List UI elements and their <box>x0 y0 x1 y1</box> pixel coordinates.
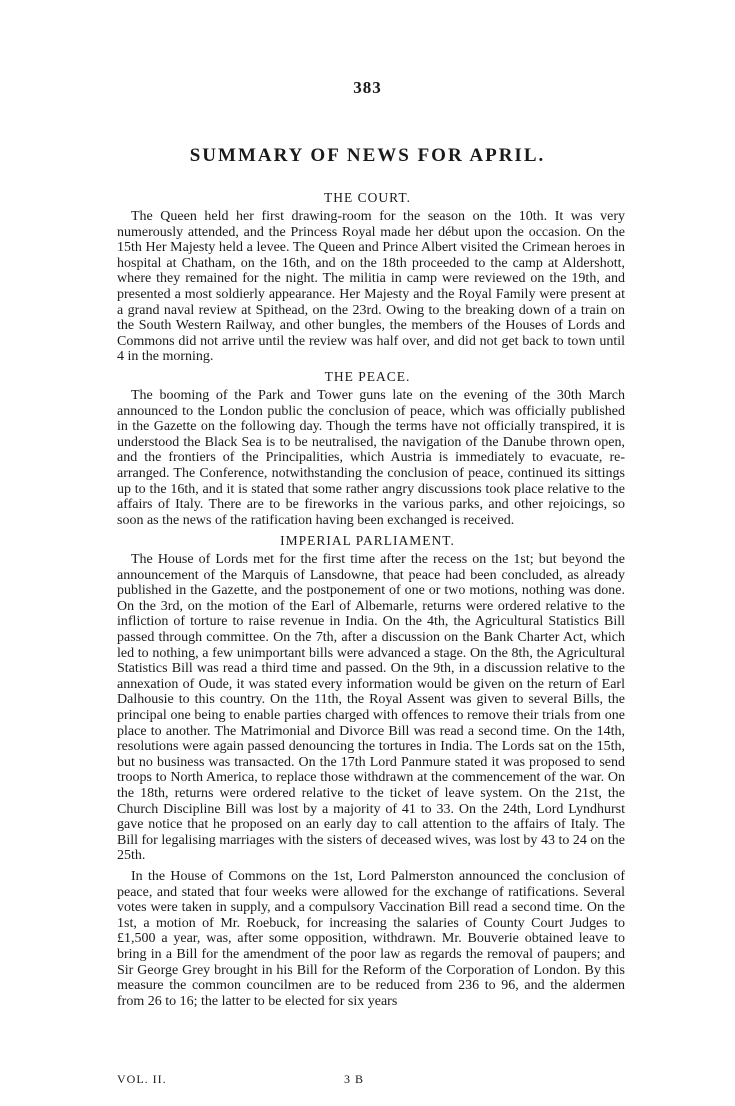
page-title: SUMMARY OF NEWS FOR APRIL. <box>189 145 546 166</box>
paragraph-lords: The House of Lords met for the first time after the recess on the 1st; but beyond the announcement of the Marquis of Lansdowne, that peace had been concluded, as already published in the Gazette, and the postponement of one or two motions, nothing was done. On the 3rd, on the motion of the Earl of Albemarle, returns were ordered relative to the infliction of torture to raise revenue in India. On the 4th, the Agricultural Statistics Bill passed through committee. On the 7th, after a discussion on the Bank Charter Act, which led to nothing, a few unimportant bills were advanced a stage. On the 8th, the Agricultural Statistics Bill was read a third time and passed. On the 9th, in a discussion relative to the annexation of Oude, it was stated every information would be given on the return of Earl Dalhousie to this country. On the 11th, the Royal Assent was given to several Bills, the principal one being to enable parties charged with offences to remove their trials from one place to another. The Matrimonial and Divorce Bill was read a second time. On the 14th, resolutions were again passed denouncing the tortures in India. The Lords sat on the 15th, but no business was transacted. On the 17th Lord Panmure stated it was proposed to send troops to North America, to replace those withdrawn at the commencement of the war. On the 18th, returns were ordered relative to the ticket of leave system. On the 21st, the Church Discipline Bill was lost by a majority of 41 to 33. On the 24th, Lord Lyndhurst gave notice that he proposed on an early day to call attention to the affairs of Italy. The Bill for legalising marriages with the sisters of deceased wives, was lost by 43 to 24 on the 25th. <box>117 552 625 864</box>
page-number: 383 <box>353 78 382 97</box>
paragraph-peace: The booming of the Park and Tower guns late on the evening of the 30th March announced to the London public the conclusion of peace, which was officially published in the Gazette on the following day. Though the terms have not officially transpired, it is understood the Black Sea is to be neutralised, the navigation of the Danube thrown open, and the frontiers of the Principalities, which Austria is immediately to evacuate, re-arranged. The Conference, notwithstanding the conclusion of peace, continued its sittings up to the 16th, and it is stated that some rather angry discussions took place relative to the affairs of Italy. There are to be fireworks in the various parks, and other rejoicings, so soon as the news of the ratification having been exchanged is received. <box>117 388 625 528</box>
paragraph-court: The Queen held her first drawing-room for the season on the 10th. It was very numerously attended, and the Princess Royal made her début upon the occasion. On the 15th Her Majesty held a levee. The Queen and Prince Albert visited the Crimean heroes in hospital at Chatham, on the 16th, and on the 18th proceeded to the camp at Aldershott, where they remained for the night. The militia in camp were reviewed on the 19th, and presented a most soldierly appearance. Her Majesty and the Royal Family were present at a grand naval review at Spithead, on the 23rd. Owing to the breaking down of a train on the South Western Railway, and other bungles, the members of the Houses of Lords and Commons did not arrive until the review was half over, and did not get back to town until 4 in the morning. <box>117 209 625 365</box>
paragraph-commons: In the House of Commons on the 1st, Lord Palmerston announced the conclusion of peace, and stated that four weeks were allowed for the exchange of ratifications. Several votes were taken in supply, and a compulsory Vaccination Bill read a second time. On the 1st, a motion of Mr. Roebuck, for increasing the salaries of County Court Judges to £1,500 a year, was, after some opposition, withdrawn. Mr. Bouverie obtained leave to bring in a Bill for the amendment of the poor law as regards the removal of paupers; and Sir George Grey brought in his Bill for the Reform of the Corporation of London. By this measure the common councilmen are to be reduced from 236 to 96, and the aldermen from 26 to 16; the latter to be elected for six years <box>117 869 625 1009</box>
section-heading-court: THE COURT. <box>324 190 411 205</box>
section-heading-parliament: IMPERIAL PARLIAMENT. <box>280 533 455 548</box>
volume-label: VOL. II. <box>117 1072 167 1086</box>
signature-mark: 3 B <box>344 1072 365 1086</box>
section-heading-peace: THE PEACE. <box>324 369 411 384</box>
